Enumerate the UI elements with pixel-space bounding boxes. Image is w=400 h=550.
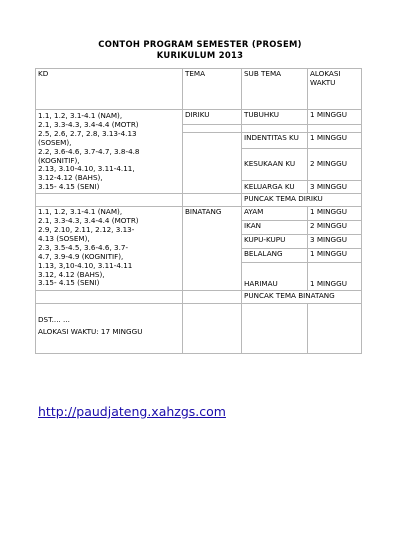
header-subtema: SUB TEMA xyxy=(242,69,308,110)
kd-line: 2.5, 2.6, 2.7, 2.8, 3.13-4.13 xyxy=(38,128,137,138)
kd-line: 1.1, 1.2, 3.1-4.1 (NAM), xyxy=(38,207,123,217)
kd-line: 3.15- 4.15 (SENI) xyxy=(38,182,100,192)
tema-cell-empty xyxy=(183,125,242,133)
header-alokasi-line-2: WAKTU xyxy=(310,77,336,87)
kd-line: 2.3, 3.5-4.5, 3.6-4.6, 3.7- xyxy=(38,242,129,252)
kd-cell-diriku xyxy=(36,110,183,194)
subtema-cell: KUPU-KUPU xyxy=(242,235,308,249)
kd-line: 2.2, 3.6-4.6, 3.7-4.7, 3.8-4.8 xyxy=(38,146,140,156)
tema-cell-empty xyxy=(183,194,242,207)
waktu-cell: 1 MINGGU xyxy=(308,249,362,263)
table-row xyxy=(36,207,362,221)
waktu-cell: 3 MINGGU xyxy=(308,235,362,249)
subtema-cell xyxy=(242,125,308,133)
tema-cell-binatang: BINATANG xyxy=(183,207,242,291)
kd-line: 1.13, 3,10-4.10, 3.11-4.11 xyxy=(38,260,133,270)
waktu-cell xyxy=(308,125,362,133)
footer-cell xyxy=(36,304,183,354)
tema-cell-empty xyxy=(183,291,242,304)
table-row xyxy=(36,291,362,304)
kd-line: 2.1, 3.3-4.3, 3.4-4.4 (MOTR) xyxy=(38,119,139,129)
subtema-cell: TUBUHKU xyxy=(242,110,308,125)
kd-line: 3.12, 4.12 (BAHS), xyxy=(38,269,105,279)
tema-cell-diriku: DIRIKU xyxy=(183,110,242,125)
kd-line: 2.1, 3.3-4.3, 3.4-4.4 (MOTR) xyxy=(38,216,139,226)
kd-line: 2.13, 3.10-4.10, 3.11-4.11, xyxy=(38,164,135,174)
waktu-cell: 1 MINGGU xyxy=(308,263,362,291)
alokasi-total-text: ALOKASI WAKTU: 17 MINGGU xyxy=(38,327,143,337)
subtema-cell: KESUKAAN KU xyxy=(242,149,308,181)
waktu-cell: 1 MINGGU xyxy=(308,133,362,149)
source-link[interactable]: http://paudjateng.xahzgs.com xyxy=(38,404,226,419)
header-row xyxy=(36,69,362,110)
tema-cell-empty xyxy=(183,133,242,194)
kd-line: 4.7, 3.9-4.9 (KOGNITIF), xyxy=(38,251,124,261)
subtema-cell: HARIMAU xyxy=(242,263,308,291)
document-title xyxy=(0,39,400,60)
kd-line: 4.13 (SOSEM), xyxy=(38,233,90,243)
title-line-1: CONTOH PROGRAM SEMESTER (PROSEM) xyxy=(98,39,302,49)
kd-line: 3.15- 4.15 (SENI) xyxy=(38,278,100,288)
subtema-cell: INDENTITAS KU xyxy=(242,133,308,149)
waktu-cell: 3 MINGGU xyxy=(308,181,362,194)
kd-line: 3.12-4.12 (BAHS), xyxy=(38,173,103,183)
table-row xyxy=(36,194,362,207)
subtema-cell: KELUARGA KU xyxy=(242,181,308,194)
waktu-cell: 1 MINGGU xyxy=(308,110,362,125)
tema-cell-empty xyxy=(183,304,242,354)
dst-text: DST.... ... xyxy=(38,315,70,325)
subtema-cell: BELALANG xyxy=(242,249,308,263)
subtema-cell: IKAN xyxy=(242,221,308,235)
subtema-cell: AYAM xyxy=(242,207,308,221)
puncak-tema-binatang: PUNCAK TEMA BINATANG xyxy=(242,291,362,304)
table-row xyxy=(36,304,362,354)
kd-line: (KOGNITIF), xyxy=(38,155,80,165)
header-alokasi-line-1: ALOKASI xyxy=(310,69,341,78)
kd-line: 2.9, 2.10, 2.11, 2.12, 3.13- xyxy=(38,224,135,234)
waktu-cell: 2 MINGGU xyxy=(308,221,362,235)
waktu-cell-empty xyxy=(308,304,362,354)
header-kd: KD xyxy=(36,69,183,110)
subtema-cell-empty xyxy=(242,304,308,354)
header-tema: TEMA xyxy=(183,69,242,110)
kd-cell-empty xyxy=(36,291,183,304)
kd-cell-binatang xyxy=(36,207,183,291)
prosem-table xyxy=(35,68,362,354)
kd-cell-empty xyxy=(36,194,183,207)
waktu-cell: 2 MINGGU xyxy=(308,149,362,181)
kd-line: 1.1, 1.2, 3.1-4.1 (NAM), xyxy=(38,111,123,120)
kd-line: (SOSEM), xyxy=(38,137,72,147)
table-row xyxy=(36,110,362,125)
puncak-tema-diriku: PUNCAK TEMA DIRIKU xyxy=(242,194,362,207)
waktu-cell: 1 MINGGU xyxy=(308,207,362,221)
header-alokasi xyxy=(308,69,362,110)
title-line-2: KURIKULUM 2013 xyxy=(156,49,244,60)
